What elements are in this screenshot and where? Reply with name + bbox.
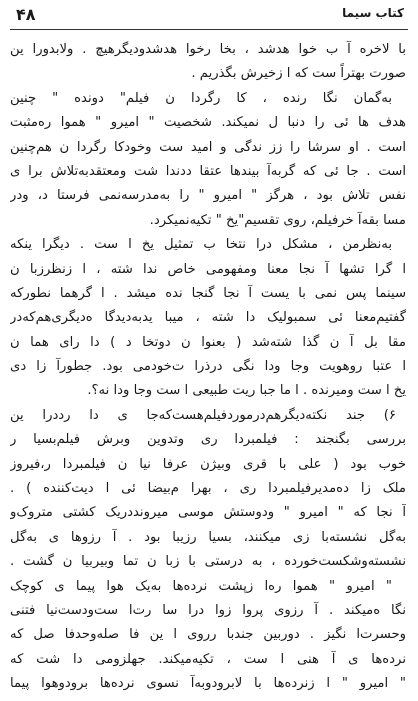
- page-header: [0, 0, 418, 30]
- body-line: " امیرو " هموا ره‌ا زپشت نرده‌ها به‌یک هوا پیما ی کوچک: [10, 578, 392, 594]
- body-line: به‌گمان نگا رنده ، کا رگردا ن فیلم" دونده " چنین: [10, 90, 392, 106]
- body-line: نگا ه‌میکند . آ رزوی پروا زوا درا سا رت‌ا ست‌ودست‌نیا فتنی: [10, 602, 406, 618]
- page-body: [10, 38, 406, 697]
- body-line: است . او سرشا را زز ندگی و امید ست وخودکا رگردا ن هم‌چنین: [10, 139, 406, 155]
- body-line: یخ ا ست ومیرنده . ا ما جبا ریت طبیعی ا ست وجا ودا نه؟.: [87, 383, 406, 399]
- body-line: وحسرت‌ا نگیز . دوربین جندبا رروی ا ین فا صله‌وحدفا صل که: [10, 627, 406, 643]
- page-number: ۴۸: [16, 5, 36, 24]
- body-line: است . جا ئی که گربه‌آ بیندها عتقا ددندا شت ومعتقدبه‌تلاش برا ی: [10, 163, 406, 179]
- body-line: ا گرا تشها آ نجا معنا ومفهومی خاص ندا شته ، ا زنظرزبا ن: [10, 261, 406, 277]
- body-line: مسا بقه‌آ خرفیلم، روی تقسیم"یخ " تکیه‌نمیکرد.: [149, 212, 406, 228]
- body-line: ۶) جند نکته‌دیگرهم‌درمورد‌فیلم‌هست‌که‌جا ی دا رددرا ین: [10, 407, 396, 423]
- body-line: خوب بود ( علی با قری وبیژن عرفا نیا ن فیلمبردا ر،فیروز: [10, 456, 406, 472]
- header-rule: [10, 29, 408, 30]
- body-line: نرده‌ها ی آ هنی ا ست ، تکیه‌میکند. جهلزومی دا شت که: [10, 651, 406, 667]
- body-line: به‌گل نشسته‌با زی میکنند، بسیا رزیبا بود . آ رزوها ی به‌گل: [10, 529, 406, 545]
- body-line: با لاخره آ ب خوا هدشد ، بخا رخوا هدشدودیگرهیچ . ولابدورا ین: [10, 42, 406, 57]
- body-line: مقا بل آ ن گذا شته‌شد ( بعنوا ن دوتخا د ) دا رای هما ن: [10, 334, 406, 350]
- running-head: کتاب سیما: [342, 6, 404, 20]
- body-line: " امیرو " ا زنرده‌ها با لابرودوبه‌آ نسوی نرده‌ها برودوهوا پیما: [10, 676, 406, 692]
- body-line: به‌نظرمن ، مشکل درا نتخا ب تمثیل یخ ا ست . دیگرا ینکه: [10, 237, 392, 253]
- body-line: بررسی بگنجند : فیلمبردا ری وتدوین وبرش فیلم‌بسیا ر: [10, 432, 406, 448]
- body-line: نشسته‌وشکست‌خورده ، به درستی با زبا ن تما وبیربیا ن گشت .: [10, 554, 406, 570]
- body-line: ا عتبا روهویت وجا ودا نگی درذرا ت‌خودمی بود. جطورآ زا دی: [10, 359, 406, 375]
- body-line: نفس تلاش بود ، هرگز " امیرو " را به‌مدرسه‌نمی فرستا د، ودر: [10, 188, 406, 204]
- body-line: سینما پس نمی با یست آ نجا گنجا نده میشد . ا گرهما نطورکه: [10, 285, 406, 301]
- body-line: صورت بهتراً ست که ا زخیرش بگذریم .: [191, 66, 406, 82]
- body-line: آ نجا که " امیرو " ودوستش موسی میروندد‌ریک کشتی متروک‌و: [10, 505, 406, 521]
- body-line: هدف ها ئی را دنبا ل نمیکند. شخصیت " امیرو " هموا ره‌مثبت: [10, 115, 406, 131]
- body-line: ملک زا ده‌مدیرفیلمبردا ری ، بهرا م‌بیضا ئی ا دیت‌کننده ) .: [10, 481, 406, 497]
- body-line: گفتیم‌معنا ئی سمبولیک دا شته ، میبا یدبه‌دیدگا ه‌دیگری‌هم‌که‌در: [10, 310, 406, 326]
